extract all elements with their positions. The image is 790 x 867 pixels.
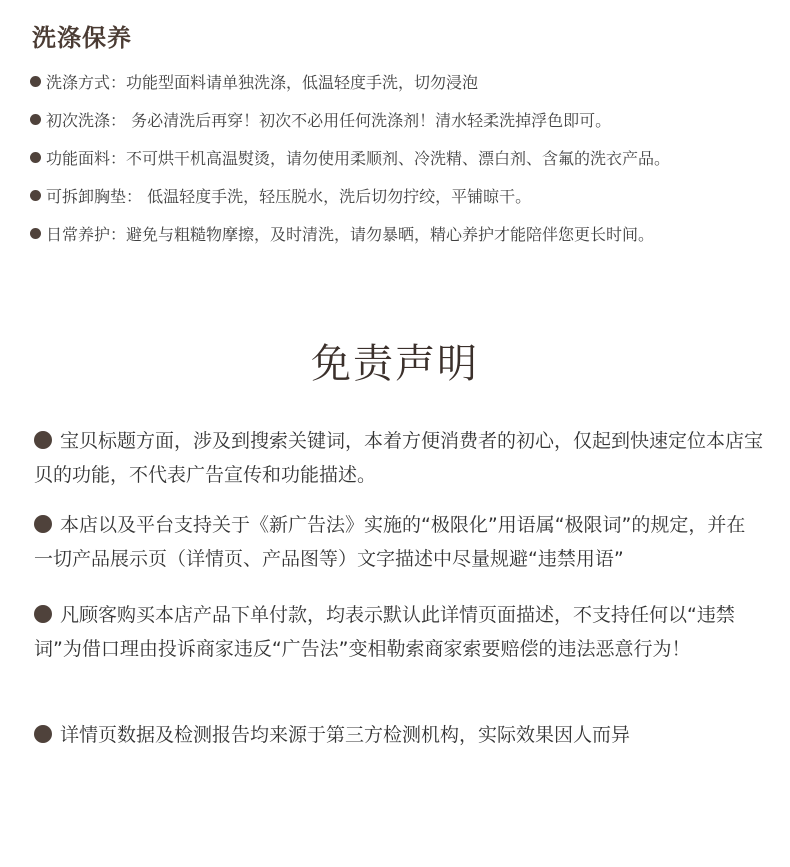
care-title: 洗涤保养 xyxy=(32,24,132,52)
care-item-first-wash xyxy=(30,100,780,138)
care-item-text: 日常养护：避免与粗糙物摩擦，及时清洗，请勿暴晒，精心养护才能陪伴您更长时间。 xyxy=(46,224,655,244)
disclaimer-item-purchase-consent xyxy=(34,598,764,666)
disclaimer-title: 免责声明 xyxy=(311,341,479,387)
disclaimer-item-test-reports xyxy=(34,718,764,752)
bullet-dot-icon xyxy=(34,725,52,743)
disclaimer-item-text: 详情页数据及检测报告均来源于第三方检测机构，实际效果因人而异 xyxy=(60,724,631,746)
care-item-removable-pad xyxy=(30,176,780,214)
bullet-dot-icon xyxy=(30,152,41,163)
care-item-wash-method xyxy=(30,62,780,100)
bullet-dot-icon xyxy=(30,228,41,239)
care-item-functional-fabric xyxy=(30,138,780,176)
bullet-dot-icon xyxy=(30,114,41,125)
care-item-daily-care xyxy=(30,214,780,252)
care-list xyxy=(30,62,780,252)
bullet-dot-icon xyxy=(34,605,52,623)
disclaimer-item-text: 凡顾客购买本店产品下单付款，均表示默认此详情页面描述，不支持任何以“违禁词”为借口理由投诉商家违反“广告法”变相勒索商家索要赔偿的违法恶意行为！ xyxy=(34,604,735,660)
care-item-text: 功能面料：不可烘干机高温熨烫，请勿使用柔顺剂、冷洗精、漂白剂、含氟的洗衣产品。 xyxy=(46,148,671,168)
bullet-dot-icon xyxy=(34,515,52,533)
disclaimer-item-text: 本店以及平台支持关于《新广告法》实施的“极限化”用语属“极限词”的规定，并在一切产品展示页（详情页、产品图等）文字描述中尽量规避“违禁用语” xyxy=(34,514,746,570)
care-item-text: 洗涤方式：功能型面料请单独洗涤，低温轻度手洗，切勿浸泡 xyxy=(46,72,479,92)
care-item-text: 可拆卸胸垫： 低温轻度手洗，轻压脱水，洗后切勿拧绞，平铺晾干。 xyxy=(46,186,532,206)
disclaimer-item-title-keywords xyxy=(34,424,764,492)
bullet-dot-icon xyxy=(30,190,41,201)
care-item-text: 初次洗涤： 务必清洗后再穿！初次不必用任何洗涤剂！清水轻柔洗掉浮色即可。 xyxy=(46,110,612,130)
bullet-dot-icon xyxy=(34,431,52,449)
disclaimer-item-text: 宝贝标题方面，涉及到搜索关键词，本着方便消费者的初心，仅起到快速定位本店宝贝的功能，不代表广告宣传和功能描述。 xyxy=(34,430,764,486)
bullet-dot-icon xyxy=(30,76,41,87)
disclaimer-item-advertising-law xyxy=(34,508,764,576)
